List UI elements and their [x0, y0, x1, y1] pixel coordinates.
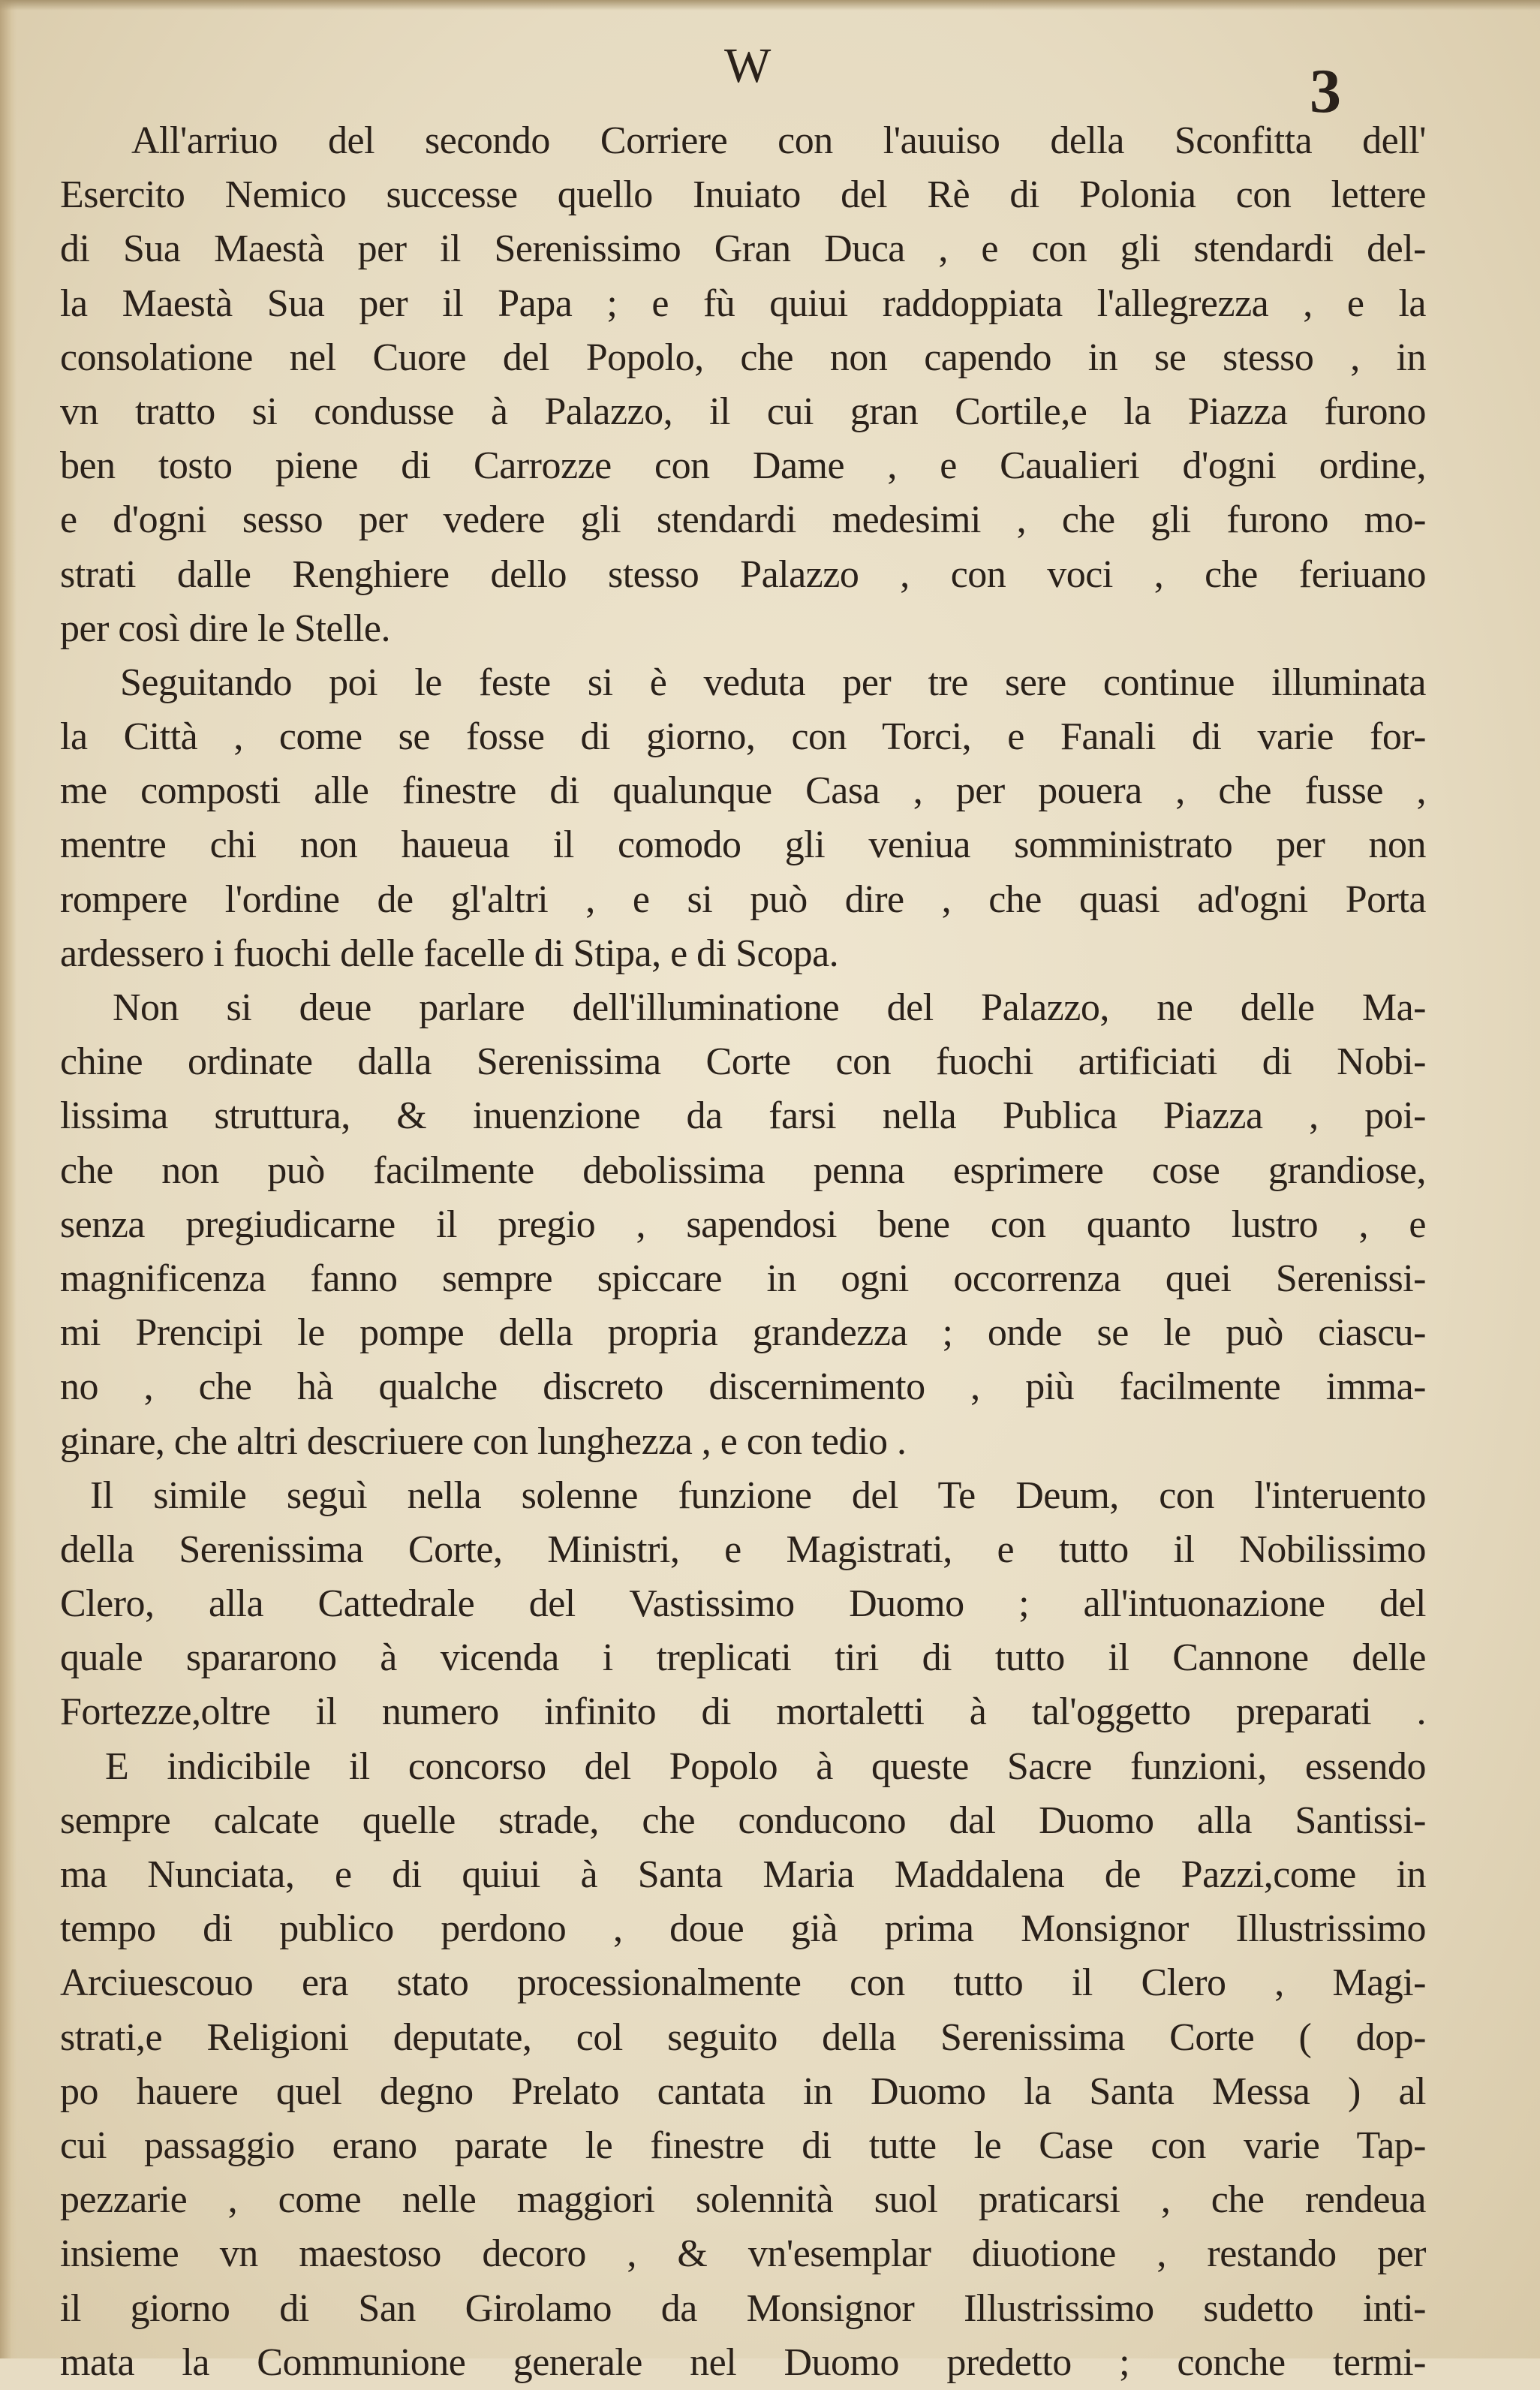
text-line: insieme vn maestoso decoro , & vn'esemplar diuotione , restando per: [60, 2232, 1426, 2276]
text-line: che non può facilmente debolissima penna esprimere cose grandiose,: [60, 1148, 1426, 1192]
text-line: Arciuescouo era stato processionalmente con tutto il Clero , Magi-: [60, 1961, 1426, 2005]
text-line: vn tratto si condusse à Palazzo, il cui gran Cortile,e la Piazza furono: [60, 390, 1426, 433]
text-line: Clero, alla Cattedrale del Vastissimo Duomo ; all'intuonazione del: [60, 1582, 1426, 1626]
paragraph: [60, 1469, 1426, 1740]
text-line: Esercito Nemico successe quello Inuiato del Rè di Polonia con lettere: [60, 173, 1426, 217]
text-line: ginare, che altri descriuere con lunghezza , e con tedio .: [60, 1419, 907, 1463]
text-line: lissima struttura, & inuenzione da farsi nella Publica Piazza , poi-: [60, 1094, 1426, 1138]
text-line: no , che hà qualche discreto discernimento , più facilmente imma-: [60, 1365, 1426, 1409]
text-line: sempre calcate quelle strade, che conducono dal Duomo alla Santissi-: [60, 1799, 1426, 1842]
text-line: mi Prencipi le pompe della propria grandezza ; onde se le può ciascu-: [60, 1311, 1426, 1355]
text-line: ben tosto piene di Carrozze con Dame , e Caualieri d'ogni ordine,: [60, 444, 1426, 488]
paragraph: [60, 1740, 1426, 2390]
text-line: il giorno di San Girolamo da Monsignor Illustrissimo sudetto inti-: [60, 2286, 1426, 2330]
text-line: per così dire le Stelle.: [60, 607, 390, 650]
paragraph: [60, 114, 1426, 656]
text-line: me composti alle finestre di qualunque Casa , per pouera , che fusse ,: [60, 769, 1426, 813]
text-line: E indicibile il concorso del Popolo à queste Sacre funzioni, essendo: [105, 1744, 1426, 1788]
text-line: ardessero i fuochi delle facelle di Stipa, e di Scopa.: [60, 932, 839, 975]
page-top-edge: [0, 0, 1540, 11]
text-line: tempo di publico perdono , doue già prima Monsignor Illustrissimo: [60, 1907, 1426, 1951]
text-line: Seguitando poi le feste si è veduta per tre sere continue illuminata: [120, 661, 1426, 704]
page-number: 3: [1310, 56, 1341, 126]
page-binding-edge: [0, 0, 17, 2358]
text-line: mata la Communione generale nel Duomo predetto ; conche termi-: [60, 2340, 1426, 2384]
paragraph: [60, 656, 1426, 981]
text-line: la Città , come se fosse di giorno, con Torci, e Fanali di varie for-: [60, 715, 1426, 759]
text-line: rompere l'ordine de gl'altri , e si può dire , che quasi ad'ogni Porta: [60, 877, 1426, 921]
text-line: consolatione nel Cuore del Popolo, che non capendo in se stesso , in: [60, 336, 1426, 379]
text-line: chine ordinate dalla Serenissima Corte con fuochi artificiati di Nobi-: [60, 1040, 1426, 1084]
text-line: quale spararono à vicenda i treplicati tiri di tutto il Cannone delle: [60, 1636, 1426, 1680]
text-line: po hauere quel degno Prelato cantata in Duomo la Santa Messa ) al: [60, 2069, 1426, 2113]
text-line: cui passaggio erano parate le finestre di tutte le Case con varie Tap-: [60, 2124, 1426, 2167]
text-line: pezzarie , come nelle maggiori solennità suol praticarsi , che rendeua: [60, 2178, 1426, 2222]
signature-mark: W: [724, 38, 768, 93]
paragraph: [60, 981, 1426, 1469]
text-line: della Serenissima Corte, Ministri, e Magistrati, e tutto il Nobilissimo: [60, 1528, 1426, 1571]
text-line: la Maestà Sua per il Papa ; e fù quiui raddoppiata l'allegrezza , e la: [60, 281, 1426, 325]
text-line: Non si deue parlare dell'illuminatione del Palazzo, ne delle Ma-: [113, 986, 1426, 1029]
text-line: e d'ogni sesso per vedere gli stendardi medesimi , che gli furono mo-: [60, 498, 1426, 542]
text-line: di Sua Maestà per il Serenissimo Gran Duca , e con gli stendardi del-: [60, 227, 1426, 271]
text-line: magnificenza fanno sempre spiccare in ogni occorrenza quei Serenissi-: [60, 1257, 1426, 1300]
text-line: Fortezze,oltre il numero infinito di mortaletti à tal'oggetto preparati .: [60, 1690, 1426, 1734]
text-line: All'arriuo del secondo Corriere con l'auuiso della Sconfitta dell': [131, 119, 1426, 162]
text-line: strati,e Religioni deputate, col seguito della Serenissima Corte ( dop-: [60, 2015, 1426, 2059]
text-line: ma Nunciata, e di quiui à Santa Maria Maddalena de Pazzi,come in: [60, 1853, 1426, 1896]
text-line: Il simile seguì nella solenne funzione del Te Deum, con l'interuento: [90, 1473, 1426, 1517]
text-line: senza pregiudicarne il pregio , sapendosi bene con quanto lustro , e: [60, 1203, 1426, 1246]
text-line: mentre chi non haueua il comodo gli veniua somministrato per non: [60, 823, 1426, 867]
text-line: strati dalle Renghiere dello stesso Palazzo , con voci , che feriuano: [60, 552, 1426, 596]
body-text: [60, 114, 1426, 2390]
